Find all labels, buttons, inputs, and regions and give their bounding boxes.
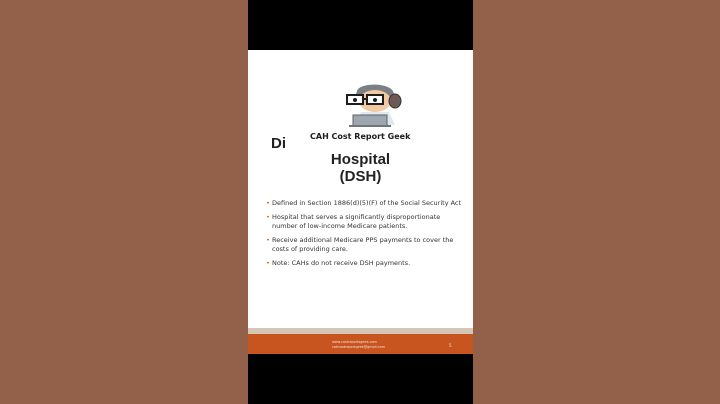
bullet-item: • Hospital that serves a significantly disproportionate number of low-income Medicare patients. xyxy=(266,213,466,231)
logo-text: CAH Cost Report Geek xyxy=(310,132,411,141)
slide-footer xyxy=(248,334,473,354)
bullet-item: • Note: CAHs do not receive DSH payments. xyxy=(266,259,466,268)
slide xyxy=(248,50,473,354)
footer-urls xyxy=(332,340,385,349)
page-number: 5 xyxy=(449,343,452,348)
geek-mascot-icon xyxy=(343,83,405,127)
footer-url-website: www.costreportsgeek.com xyxy=(332,340,377,344)
bullet-item: • Receive additional Medicare PPS payments to cover the costs of providing care. xyxy=(266,236,466,254)
footer-url-email: cahcostreportgeek@gmail.com xyxy=(332,344,385,349)
title-line-1: Hospital xyxy=(330,151,391,168)
slide-title xyxy=(293,151,428,185)
title-line-2: (DSH) xyxy=(339,168,382,185)
bullet-list xyxy=(266,199,466,273)
partial-title: Di xyxy=(271,135,286,152)
bullet-item: • Defined in Section 1886(d)(5)(F) of the Social Security Act xyxy=(266,199,466,208)
